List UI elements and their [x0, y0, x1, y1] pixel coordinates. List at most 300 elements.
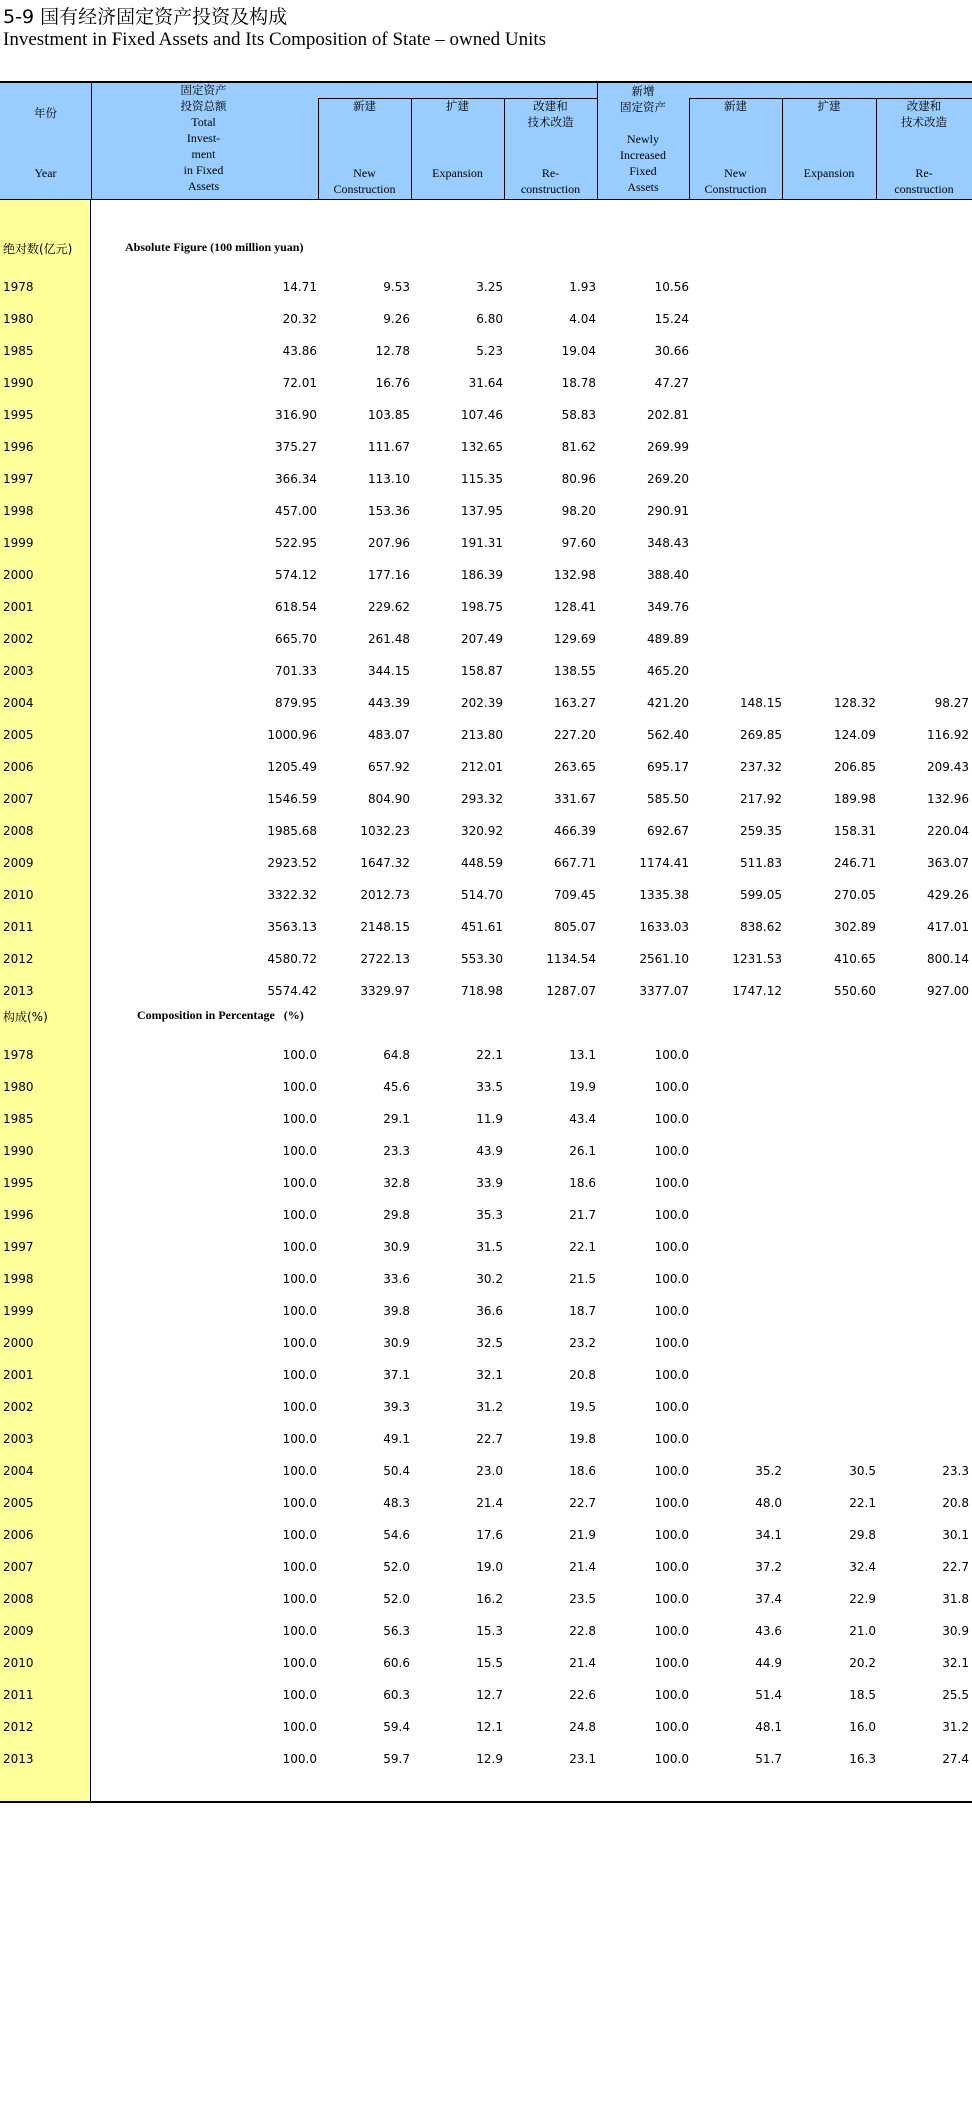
value-cell: 98.20 — [561, 504, 596, 518]
value-cell: 18.7 — [569, 1304, 596, 1318]
value-cell: 417.01 — [927, 920, 969, 934]
value-cell: 100.0 — [282, 1272, 317, 1286]
table-row — [0, 528, 972, 560]
value-cell: 5.23 — [476, 344, 503, 358]
value-cell: 30.9 — [942, 1624, 969, 1638]
table-row — [0, 1360, 972, 1392]
year-cell: 1999 — [3, 1304, 34, 1318]
value-cell: 26.1 — [569, 1144, 596, 1158]
value-cell: 457.00 — [275, 504, 317, 518]
value-cell: 1647.32 — [360, 856, 410, 870]
year-cell: 1980 — [3, 1080, 34, 1094]
value-cell: 72.01 — [282, 376, 317, 390]
value-cell: 116.92 — [927, 728, 969, 742]
section-percent-label-cn: 构成(%) — [3, 1010, 48, 1024]
value-cell: 100.0 — [282, 1240, 317, 1254]
value-cell: 293.32 — [461, 792, 503, 806]
value-cell: 514.70 — [461, 888, 503, 902]
value-cell: 483.07 — [368, 728, 410, 742]
year-cell: 1998 — [3, 504, 34, 518]
value-cell: 43.9 — [476, 1144, 503, 1158]
value-cell: 30.9 — [383, 1240, 410, 1254]
year-cell: 2012 — [3, 1720, 34, 1734]
value-cell: 100.0 — [654, 1496, 689, 1510]
year-cell: 2010 — [3, 1656, 34, 1670]
value-cell: 220.04 — [927, 824, 969, 838]
value-cell: 153.36 — [368, 504, 410, 518]
value-cell: 30.9 — [383, 1336, 410, 1350]
value-cell: 31.5 — [476, 1240, 503, 1254]
value-cell: 21.4 — [569, 1560, 596, 1574]
value-cell: 100.0 — [282, 1400, 317, 1414]
year-cell: 2001 — [3, 600, 34, 614]
value-cell: 132.98 — [554, 568, 596, 582]
value-cell: 25.5 — [942, 1688, 969, 1702]
header-reconstruction-en: Re- construction — [520, 166, 581, 196]
value-cell: 81.62 — [561, 440, 596, 454]
value-cell: 51.4 — [755, 1688, 782, 1702]
value-cell: 1134.54 — [546, 952, 596, 966]
table-row — [0, 304, 972, 336]
value-cell: 56.3 — [383, 1624, 410, 1638]
value-cell: 2012.73 — [360, 888, 410, 902]
value-cell: 5574.42 — [267, 984, 317, 998]
value-cell: 115.35 — [461, 472, 503, 486]
value-cell: 100.0 — [654, 1240, 689, 1254]
value-cell: 32.8 — [383, 1176, 410, 1190]
value-cell: 12.1 — [476, 1720, 503, 1734]
header-new-en: New Construction — [333, 166, 396, 196]
value-cell: 29.8 — [383, 1208, 410, 1222]
year-cell: 2003 — [3, 1432, 34, 1446]
value-cell: 927.00 — [927, 984, 969, 998]
table-row — [0, 624, 972, 656]
value-cell: 804.90 — [368, 792, 410, 806]
value-cell: 16.3 — [849, 1752, 876, 1766]
year-cell: 2005 — [3, 1496, 34, 1510]
value-cell: 111.67 — [368, 440, 410, 454]
value-cell: 100.0 — [282, 1720, 317, 1734]
value-cell: 47.27 — [654, 376, 689, 390]
value-cell: 701.33 — [275, 664, 317, 678]
value-cell: 186.39 — [461, 568, 503, 582]
value-cell: 15.24 — [654, 312, 689, 326]
section-absolute-label-en: Absolute Figure (100 million yuan) — [125, 240, 304, 254]
value-cell: 421.20 — [647, 696, 689, 710]
value-cell: 21.4 — [476, 1496, 503, 1510]
value-cell: 21.7 — [569, 1208, 596, 1222]
value-cell: 100.0 — [654, 1528, 689, 1542]
value-cell: 58.83 — [561, 408, 596, 422]
value-cell: 100.0 — [654, 1592, 689, 1606]
value-cell: 23.1 — [569, 1752, 596, 1766]
value-cell: 103.85 — [368, 408, 410, 422]
value-cell: 22.7 — [942, 1560, 969, 1574]
value-cell: 43.86 — [282, 344, 317, 358]
year-cell: 1996 — [3, 1208, 34, 1222]
value-cell: 2148.15 — [360, 920, 410, 934]
year-cell: 2007 — [3, 792, 34, 806]
year-cell: 1996 — [3, 440, 34, 454]
table-row — [0, 1552, 972, 1584]
value-cell: 100.0 — [282, 1304, 317, 1318]
value-cell: 2722.13 — [360, 952, 410, 966]
value-cell: 100.0 — [282, 1080, 317, 1094]
value-cell: 348.43 — [647, 536, 689, 550]
header-newly-increased-cn: 新增 固定资产 — [620, 84, 666, 114]
value-cell: 618.54 — [275, 600, 317, 614]
value-cell: 158.87 — [461, 664, 503, 678]
year-cell: 1978 — [3, 280, 34, 294]
year-cell: 1985 — [3, 344, 34, 358]
year-cell: 1980 — [3, 312, 34, 326]
value-cell: 33.6 — [383, 1272, 410, 1286]
value-cell: 213.80 — [461, 728, 503, 742]
table-row — [0, 1040, 972, 1072]
value-cell: 259.35 — [740, 824, 782, 838]
value-cell: 132.96 — [927, 792, 969, 806]
value-cell: 37.4 — [755, 1592, 782, 1606]
value-cell: 22.1 — [476, 1048, 503, 1062]
table-row — [0, 1104, 972, 1136]
value-cell: 30.2 — [476, 1272, 503, 1286]
table-row — [0, 944, 972, 976]
table-row — [0, 1168, 972, 1200]
table-row — [0, 1392, 972, 1424]
table-row — [0, 1616, 972, 1648]
year-cell: 2006 — [3, 760, 34, 774]
value-cell: 100.0 — [654, 1464, 689, 1478]
value-cell: 20.8 — [942, 1496, 969, 1510]
value-cell: 838.62 — [740, 920, 782, 934]
value-cell: 665.70 — [275, 632, 317, 646]
value-cell: 22.7 — [476, 1432, 503, 1446]
year-cell: 2006 — [3, 1528, 34, 1542]
page-title-cn: 5-9 国有经济固定资产投资及构成 — [3, 6, 288, 28]
value-cell: 60.3 — [383, 1688, 410, 1702]
value-cell: 100.0 — [282, 1176, 317, 1190]
value-cell: 9.53 — [383, 280, 410, 294]
header-new2-en: New Construction — [704, 166, 767, 196]
value-cell: 59.4 — [383, 1720, 410, 1734]
value-cell: 388.40 — [647, 568, 689, 582]
table-row — [0, 1488, 972, 1520]
value-cell: 97.60 — [561, 536, 596, 550]
value-cell: 191.31 — [461, 536, 503, 550]
year-cell: 2009 — [3, 856, 34, 870]
year-cell: 2002 — [3, 632, 34, 646]
value-cell: 695.17 — [647, 760, 689, 774]
value-cell: 31.64 — [468, 376, 503, 390]
value-cell: 100.0 — [654, 1336, 689, 1350]
value-cell: 1205.49 — [267, 760, 317, 774]
table-row — [0, 976, 972, 1008]
header-divider — [91, 83, 92, 200]
value-cell: 32.1 — [476, 1368, 503, 1382]
value-cell: 269.85 — [740, 728, 782, 742]
table-row — [0, 1264, 972, 1296]
header-year-en: Year — [34, 166, 57, 180]
value-cell: 22.9 — [849, 1592, 876, 1606]
value-cell: 22.7 — [569, 1496, 596, 1510]
table-row — [0, 848, 972, 880]
value-cell: 9.26 — [383, 312, 410, 326]
table-row — [0, 1712, 972, 1744]
year-cell: 2004 — [3, 1464, 34, 1478]
value-cell: 107.46 — [461, 408, 503, 422]
value-cell: 10.56 — [654, 280, 689, 294]
value-cell: 100.0 — [282, 1656, 317, 1670]
table-row — [0, 1744, 972, 1776]
table-row — [0, 368, 972, 400]
value-cell: 64.8 — [383, 1048, 410, 1062]
value-cell: 52.0 — [383, 1560, 410, 1574]
value-cell: 100.0 — [282, 1592, 317, 1606]
value-cell: 692.67 — [647, 824, 689, 838]
value-cell: 599.05 — [740, 888, 782, 902]
value-cell: 489.89 — [647, 632, 689, 646]
value-cell: 20.32 — [282, 312, 317, 326]
value-cell: 3.25 — [476, 280, 503, 294]
value-cell: 59.7 — [383, 1752, 410, 1766]
table-row — [0, 336, 972, 368]
value-cell: 33.5 — [476, 1080, 503, 1094]
value-cell: 410.65 — [834, 952, 876, 966]
table-header — [0, 83, 972, 200]
value-cell: 20.2 — [849, 1656, 876, 1670]
value-cell: 48.3 — [383, 1496, 410, 1510]
table-row — [0, 1424, 972, 1456]
value-cell: 100.0 — [654, 1368, 689, 1382]
value-cell: 129.69 — [554, 632, 596, 646]
table-row — [0, 816, 972, 848]
value-cell: 148.15 — [740, 696, 782, 710]
value-cell: 44.9 — [755, 1656, 782, 1670]
value-cell: 100.0 — [654, 1048, 689, 1062]
year-cell: 2003 — [3, 664, 34, 678]
value-cell: 269.99 — [647, 440, 689, 454]
value-cell: 14.71 — [282, 280, 317, 294]
header-total-en: Total Invest- ment in Fixed Assets — [183, 115, 224, 193]
value-cell: 263.65 — [554, 760, 596, 774]
value-cell: 27.4 — [942, 1752, 969, 1766]
year-cell: 2004 — [3, 696, 34, 710]
table-row — [0, 1136, 972, 1168]
year-cell: 2009 — [3, 1624, 34, 1638]
section-percent-label-en: Composition in Percentage (%) — [137, 1008, 304, 1022]
value-cell: 31.2 — [476, 1400, 503, 1414]
value-cell: 15.3 — [476, 1624, 503, 1638]
table-row — [0, 1680, 972, 1712]
value-cell: 100.0 — [282, 1208, 317, 1222]
value-cell: 36.6 — [476, 1304, 503, 1318]
value-cell: 100.0 — [282, 1336, 317, 1350]
value-cell: 805.07 — [554, 920, 596, 934]
value-cell: 19.9 — [569, 1080, 596, 1094]
value-cell: 6.80 — [476, 312, 503, 326]
value-cell: 16.76 — [375, 376, 410, 390]
value-cell: 23.5 — [569, 1592, 596, 1606]
value-cell: 19.8 — [569, 1432, 596, 1446]
value-cell: 35.3 — [476, 1208, 503, 1222]
value-cell: 290.91 — [647, 504, 689, 518]
value-cell: 100.0 — [654, 1688, 689, 1702]
value-cell: 13.1 — [569, 1048, 596, 1062]
value-cell: 202.81 — [647, 408, 689, 422]
value-cell: 23.3 — [383, 1144, 410, 1158]
value-cell: 22.1 — [569, 1240, 596, 1254]
value-cell: 229.62 — [368, 600, 410, 614]
value-cell: 12.9 — [476, 1752, 503, 1766]
value-cell: 18.6 — [569, 1176, 596, 1190]
year-cell: 1985 — [3, 1112, 34, 1126]
value-cell: 128.32 — [834, 696, 876, 710]
year-cell: 2008 — [3, 1592, 34, 1606]
value-cell: 1747.12 — [732, 984, 782, 998]
value-cell: 585.50 — [647, 792, 689, 806]
value-cell: 320.92 — [461, 824, 503, 838]
value-cell: 100.0 — [282, 1560, 317, 1574]
year-cell: 2002 — [3, 1400, 34, 1414]
value-cell: 100.0 — [282, 1048, 317, 1062]
value-cell: 21.5 — [569, 1272, 596, 1286]
value-cell: 100.0 — [282, 1112, 317, 1126]
value-cell: 137.95 — [461, 504, 503, 518]
value-cell: 100.0 — [654, 1144, 689, 1158]
year-cell: 2000 — [3, 568, 34, 582]
value-cell: 32.5 — [476, 1336, 503, 1350]
value-cell: 1174.41 — [639, 856, 689, 870]
value-cell: 100.0 — [654, 1080, 689, 1094]
value-cell: 100.0 — [282, 1624, 317, 1638]
value-cell: 100.0 — [282, 1368, 317, 1382]
value-cell: 1000.96 — [267, 728, 317, 742]
value-cell: 22.6 — [569, 1688, 596, 1702]
value-cell: 1546.59 — [267, 792, 317, 806]
value-cell: 100.0 — [654, 1720, 689, 1734]
value-cell: 879.95 — [275, 696, 317, 710]
year-cell: 2013 — [3, 984, 34, 998]
value-cell: 49.1 — [383, 1432, 410, 1446]
value-cell: 207.96 — [368, 536, 410, 550]
value-cell: 37.1 — [383, 1368, 410, 1382]
value-cell: 100.0 — [654, 1624, 689, 1638]
year-cell: 1995 — [3, 1176, 34, 1190]
value-cell: 100.0 — [654, 1272, 689, 1286]
value-cell: 43.6 — [755, 1624, 782, 1638]
bottom-rule — [0, 1801, 972, 1803]
value-cell: 316.90 — [275, 408, 317, 422]
year-cell: 1997 — [3, 472, 34, 486]
value-cell: 23.3 — [942, 1464, 969, 1478]
value-cell: 2561.10 — [639, 952, 689, 966]
year-cell: 1997 — [3, 1240, 34, 1254]
page-title-en: Investment in Fixed Assets and Its Composition of State – owned Units — [3, 29, 547, 50]
value-cell: 3377.07 — [639, 984, 689, 998]
value-cell: 718.98 — [461, 984, 503, 998]
value-cell: 33.9 — [476, 1176, 503, 1190]
value-cell: 23.0 — [476, 1464, 503, 1478]
table-row — [0, 464, 972, 496]
table-row — [0, 880, 972, 912]
value-cell: 261.48 — [368, 632, 410, 646]
value-cell: 100.0 — [282, 1688, 317, 1702]
value-cell: 100.0 — [654, 1432, 689, 1446]
header-new2-cn: 新建 — [724, 99, 747, 113]
value-cell: 132.65 — [461, 440, 503, 454]
value-cell: 465.20 — [647, 664, 689, 678]
value-cell: 3563.13 — [267, 920, 317, 934]
value-cell: 100.0 — [282, 1432, 317, 1446]
value-cell: 21.0 — [849, 1624, 876, 1638]
value-cell: 100.0 — [282, 1752, 317, 1766]
year-cell: 2010 — [3, 888, 34, 902]
value-cell: 11.9 — [476, 1112, 503, 1126]
header-newly-increased-en: Newly Increased Fixed Assets — [620, 132, 666, 194]
value-cell: 1231.53 — [732, 952, 782, 966]
value-cell: 207.49 — [461, 632, 503, 646]
value-cell: 18.78 — [561, 376, 596, 390]
value-cell: 270.05 — [834, 888, 876, 902]
value-cell: 667.71 — [554, 856, 596, 870]
header-expansion2-cn: 扩建 — [817, 99, 841, 113]
header-expansion-cn: 扩建 — [446, 99, 469, 113]
value-cell: 800.14 — [927, 952, 969, 966]
value-cell: 163.27 — [554, 696, 596, 710]
value-cell: 202.39 — [461, 696, 503, 710]
header-reconstruction2-en: Re- construction — [894, 166, 954, 196]
value-cell: 15.5 — [476, 1656, 503, 1670]
table-row — [0, 1520, 972, 1552]
value-cell: 128.41 — [554, 600, 596, 614]
value-cell: 1.93 — [569, 280, 596, 294]
value-cell: 2923.52 — [267, 856, 317, 870]
value-cell: 3322.32 — [267, 888, 317, 902]
value-cell: 522.95 — [275, 536, 317, 550]
table-row — [0, 1232, 972, 1264]
value-cell: 1633.03 — [639, 920, 689, 934]
value-cell: 24.8 — [569, 1720, 596, 1734]
value-cell: 206.85 — [834, 760, 876, 774]
value-cell: 39.3 — [383, 1400, 410, 1414]
value-cell: 198.75 — [461, 600, 503, 614]
value-cell: 212.01 — [461, 760, 503, 774]
value-cell: 98.27 — [934, 696, 969, 710]
value-cell: 18.6 — [569, 1464, 596, 1478]
value-cell: 177.16 — [368, 568, 410, 582]
value-cell: 32.4 — [849, 1560, 876, 1574]
value-cell: 448.59 — [461, 856, 503, 870]
value-cell: 19.0 — [476, 1560, 503, 1574]
value-cell: 443.39 — [368, 696, 410, 710]
value-cell: 158.31 — [834, 824, 876, 838]
year-cell: 1978 — [3, 1048, 34, 1062]
value-cell: 246.71 — [834, 856, 876, 870]
table-row — [0, 912, 972, 944]
value-cell: 209.43 — [927, 760, 969, 774]
table-row — [0, 1584, 972, 1616]
value-cell: 366.34 — [275, 472, 317, 486]
value-cell: 189.98 — [834, 792, 876, 806]
header-expansion2-en: Expansion — [803, 166, 855, 180]
value-cell: 31.8 — [942, 1592, 969, 1606]
table-row — [0, 592, 972, 624]
header-reconstruction-cn: 改建和 技术改造 — [527, 99, 574, 129]
value-cell: 100.0 — [654, 1560, 689, 1574]
value-cell: 60.6 — [383, 1656, 410, 1670]
value-cell: 269.20 — [647, 472, 689, 486]
value-cell: 17.6 — [476, 1528, 503, 1542]
